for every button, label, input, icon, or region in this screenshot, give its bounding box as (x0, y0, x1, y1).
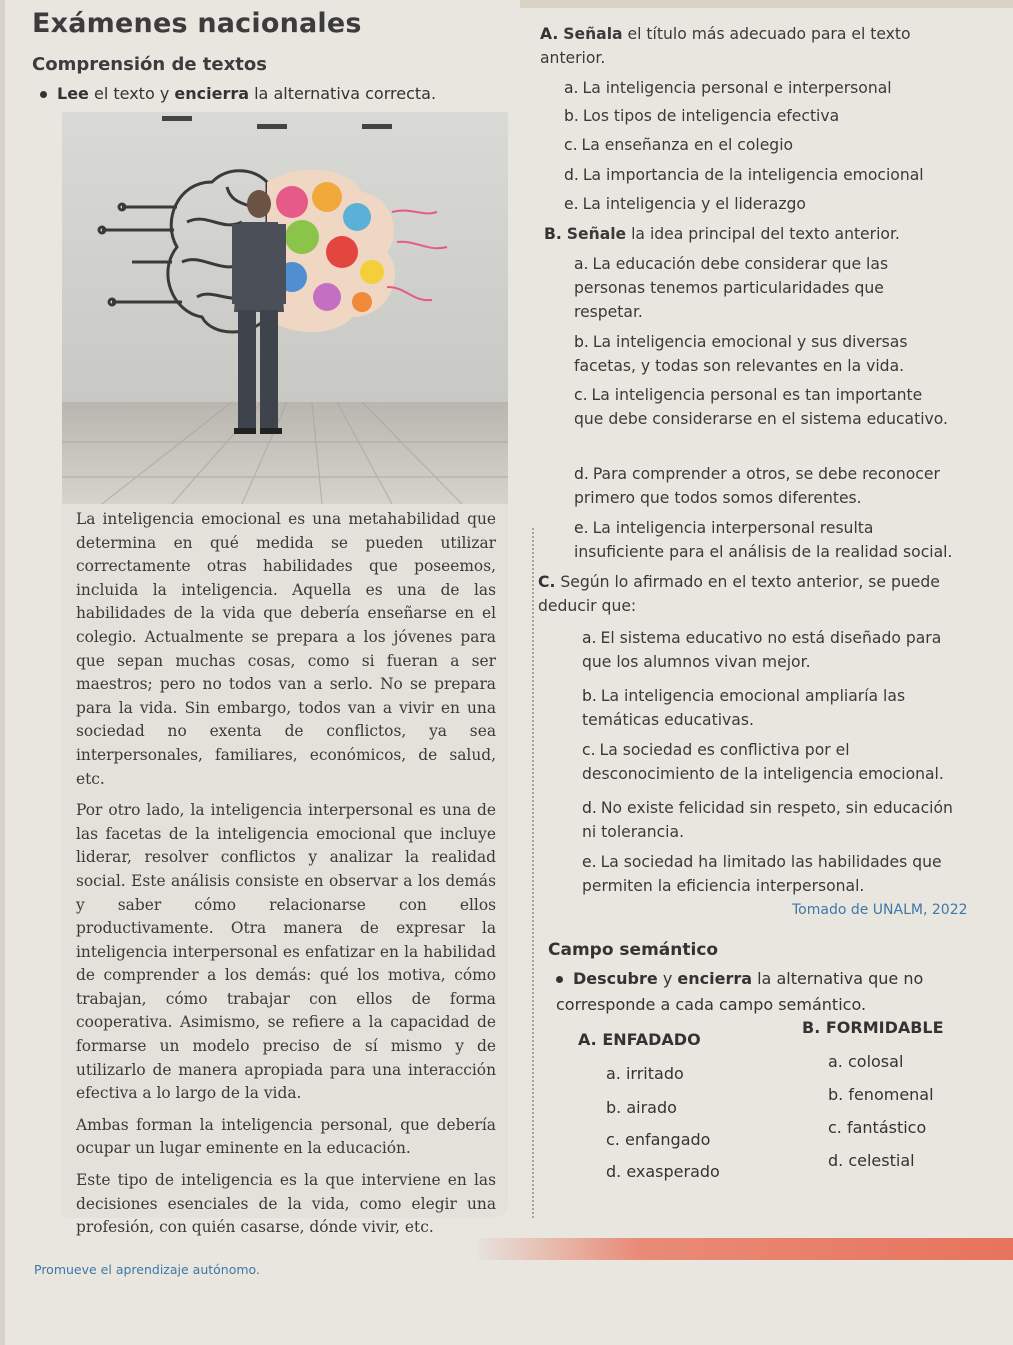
group-a-option[interactable]: a. irritado (606, 1064, 684, 1083)
question-b-label: B. (544, 225, 562, 243)
instruction-text-2: la alternativa que no corresponde a cada campo semántico. (556, 969, 924, 1014)
page-edge (0, 0, 5, 1345)
option-letter: e. (582, 853, 597, 871)
instruction-text: el texto y (88, 84, 175, 103)
option-letter: b. (582, 687, 597, 705)
option-text: La inteligencia emocional ampliaría las temáticas educativas. (582, 687, 906, 729)
group-b-option[interactable]: b. fenomenal (828, 1085, 934, 1104)
instruction-bold-2: encierra (174, 84, 250, 103)
bullet-icon (556, 976, 563, 983)
option-text: La inteligencia personal es tan importante que debe considerarse en el sistema educativo. (574, 386, 948, 428)
option-letter: a. (564, 79, 579, 97)
question-b-verb: Señale (566, 225, 627, 243)
question-b-option[interactable] (574, 462, 954, 510)
group-a-option[interactable]: b. airado (606, 1098, 677, 1117)
option-text: La inteligencia y el liderazgo (582, 195, 806, 213)
question-c-text: Según lo afirmado en el texto anterior, se puede deducir que: (538, 573, 940, 615)
source-citation: Tomado de UNALM, 2022 (792, 902, 968, 918)
option-text: La importancia de la inteligencia emocional (582, 166, 924, 184)
group-a-option[interactable]: c. enfangado (606, 1130, 711, 1149)
question-b-option[interactable] (574, 252, 954, 324)
reading-text (76, 508, 496, 1248)
group-heading-a: A. ENFADADO (578, 1030, 701, 1049)
option-letter: e. (564, 195, 579, 213)
group-heading-b: B. FORMIDABLE (802, 1018, 944, 1037)
column-divider (532, 528, 534, 1218)
question-a-text: el título más adecuado para el texto anterior. (540, 25, 911, 67)
page-title: Exámenes nacionales (32, 8, 362, 39)
question-c-option[interactable] (582, 850, 962, 898)
option-text: La sociedad es conflictiva por el desconocimiento de la inteligencia emocional. (582, 741, 944, 783)
instruction-text-2: la alternativa correcta. (249, 84, 437, 103)
option-letter: c. (582, 741, 596, 759)
instruction-bold: Descubre (573, 969, 658, 988)
bullet-icon (40, 91, 47, 98)
semantic-field-title: Campo semántico (548, 940, 719, 960)
question-a-option[interactable] (564, 163, 944, 187)
option-letter: b. (574, 333, 589, 351)
option-letter: d. (574, 465, 589, 483)
footer-text: Promueve el aprendizaje autónomo. (34, 1262, 260, 1277)
option-text: La enseñanza en el colegio (581, 136, 794, 154)
reading-instruction (40, 84, 436, 103)
option-letter: a. (574, 255, 589, 273)
question-b-option[interactable] (574, 383, 954, 431)
question-c (538, 570, 958, 618)
section-title: Comprensión de textos (32, 54, 267, 75)
reading-paragraph: Por otro lado, la inteligencia interpersonal es una de las facetas de la inteligencia emocional que incluye liderar, resolver conflictos y analizar la realidad social. Este análisis consiste en observar a los demás y saber cómo relacionarse con ellos productivamente. Otra manera de expresar la inteligencia interpersonal es enfatizar en la habilidad de comprender a los demás: qué los motiva, cómo trabajan, cómo trabajar con ellos de forma cooperativa. Asimismo, se refiere a la capacidad de formarse un modelo preciso de sí mismo y de utilizarlo de manera apropiada para una interacción efectiva a lo largo de la vida. (76, 801, 496, 1103)
instruction-bold-2: encierra (677, 969, 753, 988)
group-a-option[interactable]: d. exasperado (606, 1162, 720, 1181)
reading-paragraph: La inteligencia emocional es una metahabilidad que determina en qué medida se pueden utilizar correctamente otras habilidades que poseemos, incluida la inteligencia. Aquella es una de las habilidades de la vida que debería enseñarse en el colegio. Actualmente se prepara a los jóvenes para que sepan muchas cosas, como si fueran a ser maestros; pero no todos van a serlo. No se prepara para la vida. Sin embargo, todos van a vivir en una sociedad no exenta de conflictos, ya sea interpersonales, familiares, económicos, de salud, etc. (76, 510, 496, 788)
question-a-option[interactable] (564, 192, 944, 216)
question-a-verb: Señala (563, 25, 623, 43)
reading-paragraph: Ambas forman la inteligencia personal, que debería ocupar un lugar eminente en la educación. (76, 1115, 496, 1158)
question-a (540, 22, 960, 70)
option-letter: d. (582, 799, 597, 817)
question-a-label: A. (540, 25, 559, 43)
option-letter: e. (574, 519, 589, 537)
question-a-option[interactable] (564, 104, 944, 128)
question-c-label: C. (538, 573, 556, 591)
question-a-option[interactable] (564, 76, 944, 100)
group-b-option[interactable]: c. fantástico (828, 1118, 927, 1137)
option-text: La inteligencia personal e interpersonal (582, 79, 892, 97)
instruction-bold: Lee (57, 84, 89, 103)
semantic-field-instruction (556, 966, 976, 1018)
question-c-option[interactable] (582, 626, 962, 674)
question-b-option[interactable] (574, 330, 954, 378)
option-letter: b. (564, 107, 579, 125)
option-text: La sociedad ha limitado las habilidades que permiten la eficiencia interpersonal. (582, 853, 942, 895)
option-text: No existe felicidad sin respeto, sin educación ni tolerancia. (582, 799, 953, 841)
option-text: La educación debe considerar que las personas tenemos particularidades que respetar. (574, 255, 889, 321)
question-b-option[interactable] (574, 516, 954, 564)
option-text: La inteligencia emocional y sus diversas facetas, y todas son relevantes en la vida. (574, 333, 908, 375)
option-text: El sistema educativo no está diseñado para que los alumnos vivan mejor. (582, 629, 942, 671)
question-c-option[interactable] (582, 684, 962, 732)
option-text: La inteligencia interpersonal resulta insuficiente para el análisis de la realidad social. (574, 519, 953, 561)
brain-illustration (62, 112, 508, 504)
option-text: Para comprender a otros, se debe reconocer primero que todos somos diferentes. (574, 465, 940, 507)
reading-paragraph: Este tipo de inteligencia es la que interviene en las decisiones esenciales de la vida, como elegir una profesión, con quién casarse, dónde vivir, etc. (76, 1171, 496, 1237)
question-b (544, 222, 964, 246)
instruction-text: y (657, 969, 678, 988)
option-text: Los tipos de inteligencia efectiva (582, 107, 840, 125)
header-stripe (520, 0, 1013, 8)
footer-bar (478, 1238, 1013, 1260)
question-a-option[interactable] (564, 133, 944, 157)
option-letter: d. (564, 166, 579, 184)
question-c-option[interactable] (582, 738, 962, 786)
group-b-option[interactable]: a. colosal (828, 1052, 904, 1071)
group-b-option[interactable]: d. celestial (828, 1151, 915, 1170)
option-letter: c. (574, 386, 588, 404)
option-letter: a. (582, 629, 597, 647)
question-b-text: la idea principal del texto anterior. (626, 225, 900, 243)
option-letter: c. (564, 136, 578, 154)
question-c-option[interactable] (582, 796, 962, 844)
